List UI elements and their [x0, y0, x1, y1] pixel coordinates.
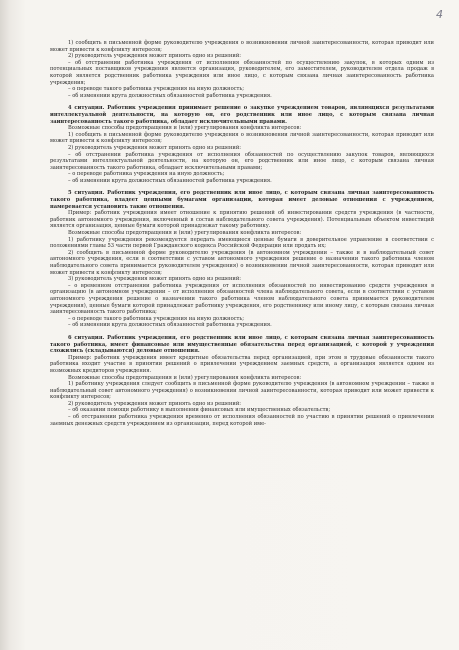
paragraph: – об изменении круга должностных обязанностей работника учреждения. [68, 177, 272, 184]
paragraph: – о переводе такого работника учреждения на иную должность; [68, 86, 244, 93]
paragraph: 2) сообщить в письменной форме руководителю учреждения (в автономном учреждении – также и в наблюдательный совет автономного учреждения, если в соответствии с уставом автономного учреждения решение о назначении такого работника членом наблюдательного совета принимается руководителем учреждения) о возникновении личной заинтересованности, которая приводит или может привести к конфликту интересов; [50, 249, 434, 276]
paragraph: Пример: работник учреждения имеет отношение к принятию решений об инвестировании средств учреждения (в частности, работник автономного учреждения, включенный в состав наблюдательного совета учреждения). Потенциальным объектом инвестиций является организация, ценные бумаги которой принадлежат такому работнику. [50, 210, 434, 230]
paragraph: Возможные способы предотвращения и (или) урегулирования конфликта интересов: [68, 374, 302, 381]
paragraph: Возможные способы предотвращения и (или) урегулирования конфликта интересов: [68, 125, 302, 132]
paragraph: – об отстранении работника учреждения временно от исполнения обязанностей по участию в принятии решений о привлечении заемных денежных средств учреждением из организации, перед которой име- [50, 414, 434, 427]
paragraph: 1) сообщить в письменной форме руководителю учреждения о возникновении личной заинтересованности, которая приводит или может привести к конфликту интересов; [50, 131, 434, 145]
paragraph: – об отстранении работника учреждения от исполнения обязанностей по осуществлению закупок товаров, являющихся результатами интеллектуальной деятельности, на которую он, его родственник или иное лицо, с которым связана личная заинтересованность такого работника, обладает исключительными правами; [50, 151, 434, 171]
paragraph: Пример: работник учреждения имеет кредитные обязательства перед организацией, при этом в трудовые обязанности такого работника входит участие в принятии решений о привлечении учреждением заемных средств, а организация является одним из возможных кредиторов учреждения. [50, 354, 434, 374]
paragraph: – об оказании помощи работнику в выполнении финансовых или имущественных обязательств; [68, 407, 331, 414]
paragraph: 1) работнику учреждения рекомендуется передать имеющиеся ценные бумаги в доверительное управление в соответствии с положениями главы 53 части первой Гражданского кодекса Российской Федерации или продать их; [50, 236, 434, 250]
situation-heading: 4 ситуация. Работник учреждения принимает решение о закупке учреждением товаров, являющихся результатами интеллектуальной деятельности, на которую он, его родственник или иное лицо, с которым связана личная заинтересованность такого работника, обладает исключительными правами. [50, 105, 434, 125]
paragraph: 2) руководитель учреждения может принять одно из решений: [68, 144, 241, 151]
paragraph: Возможные способы предотвращения и (или) урегулирования конфликта интересов: [68, 230, 302, 237]
paragraph: 3) руководитель учреждения может принять одно из решений: [68, 276, 241, 283]
paragraph: 2) руководитель учреждения может принять одно из решений: [68, 400, 241, 407]
paragraph: 1) работнику учреждения следует сообщить в письменной форме руководителю учреждения (в автономном учреждении – также в наблюдательный совет автономного учреждения) о возникновении личной заинтересованности, которая приводит или может привести к конфликту интересов; [50, 381, 434, 401]
paragraph: 2) руководитель учреждения может принять одно из решений: [68, 53, 241, 60]
paragraph: – об изменении круга должностных обязанностей работника учреждения. [68, 92, 272, 99]
document-body [50, 40, 434, 427]
page-number: 4 [436, 8, 443, 21]
paragraph: – об изменении круга должностных обязанностей работника учреждения. [68, 322, 272, 329]
situation-heading: 5 ситуация. Работник учреждения, его родственник или иное лицо, с которым связана личная заинтересованность такого работника, владеет ценными бумагами организации, которая имеет деловые отношения с учреждением, намеревается установить такие отношения. [50, 190, 434, 210]
paragraph: 1) сообщить в письменной форме руководителю учреждения о возникновении личной заинтересованности, которая приводит или может привести к конфликту интересов; [50, 40, 434, 53]
paragraph: – об отстранении работника учреждения от исполнения обязанностей по осуществлению закупок, в которых одним из потенциальных поставщиков учреждения является организация, руководителем, его заместителем, руководителем отдела продаж в которой является родственник работника учреждения или иное лицо, с которым связана личная заинтересованность работника учреждения; [50, 59, 434, 86]
paragraph: – о временном отстранении работника учреждения от исполнения обязанностей по инвестированию средств учреждения в организацию (в автономном учреждении – от исполнения обязанностей члена наблюдательного совета, если в соответствии с уставом автономного учреждения решение о назначении такого работника членом наблюдательного совета принимается руководителем учреждения), ценные бумаги которой принадлежат работнику учреждения, его родственнику или иному лицу, с которым связана личная заинтересованность такого работника; [50, 282, 434, 316]
paragraph: – о переводе работника учреждения на иную должность; [68, 171, 225, 178]
situation-heading: 6 ситуация. Работник учреждения, его родственник или иное лицо, с которым связана личная заинтересованность такого работника, имеет финансовые или имущественные обязательства перед организацией, с которой у учреждения сложились (складываются) деловые отношения. [50, 334, 434, 355]
paragraph: – о переводе такого работника учреждения на иную должность; [68, 315, 244, 322]
